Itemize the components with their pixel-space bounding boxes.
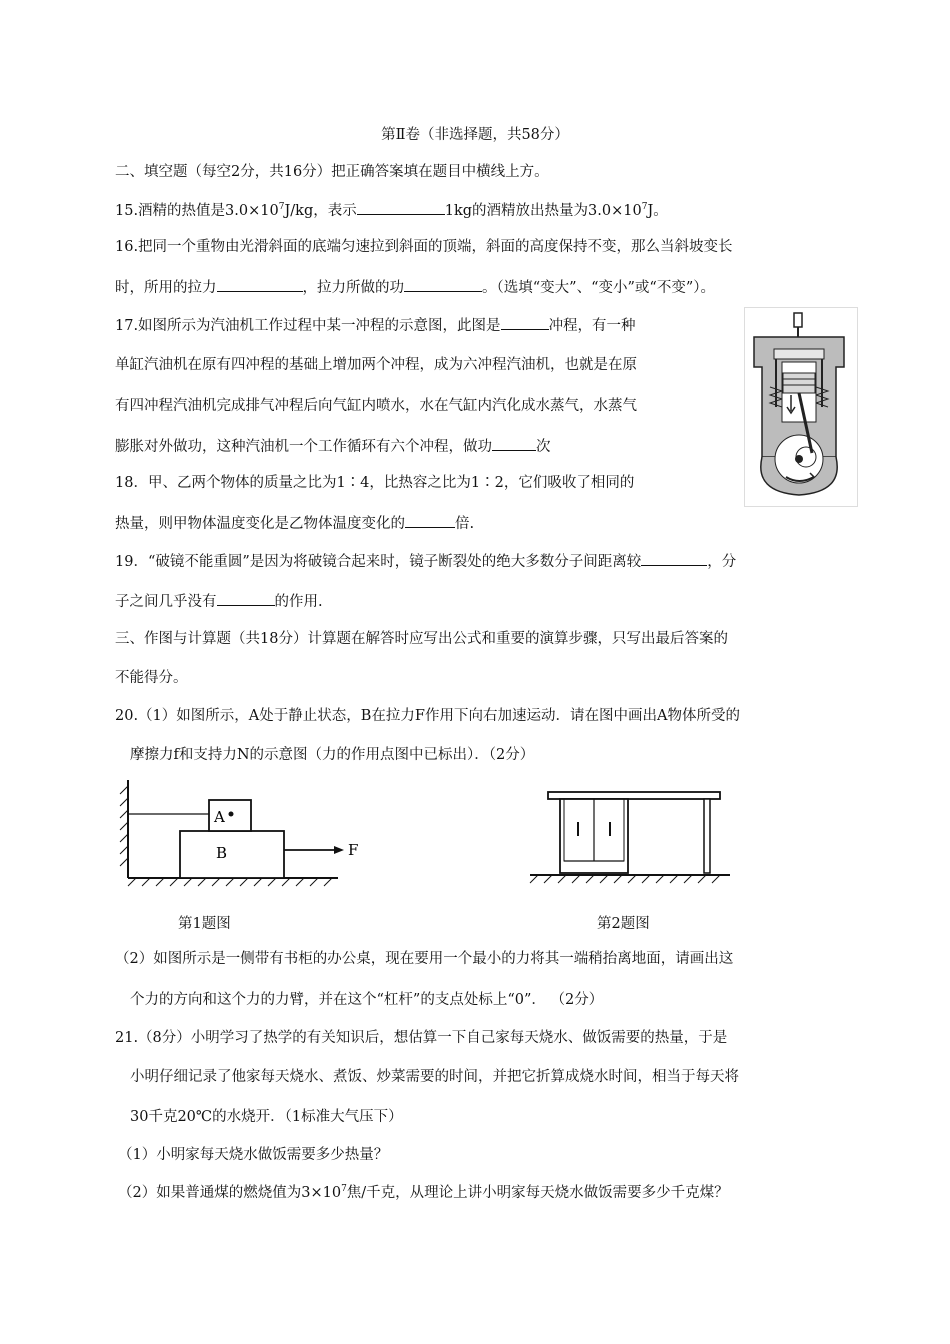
question-17-line4: 膨胀对外做功，这种汽油机一个工作循环有六个冲程，做功 次: [115, 436, 551, 457]
question-19-line1: 19．“破镜不能重圆”是因为将破镜合起来时，镜子断裂处的绝大多数分子间距离较 ，分: [115, 551, 736, 572]
question-20-part2-line2: 个力的方向和这个力的力臂，并在这个“杠杆”的支点处标上“0”． （2分）: [130, 992, 604, 1008]
answer-blank[interactable]: [405, 513, 455, 528]
question-21-sub1: （1）小明家每天烧水做饭需要多少热量？: [118, 1147, 389, 1163]
answer-blank[interactable]: [641, 551, 707, 566]
question-16-line1: 16.把同一个重物由光滑斜面的底端匀速拉到斜面的顶端，斜面的高度保持不变，那么当斜坡变长: [115, 239, 733, 255]
question-20-line2: 摩擦力f和支持力N的示意图（力的作用点图中已标出）．（2分）: [130, 747, 535, 763]
question-20-part2-line1: （2）如图所示是一侧带有书柜的办公桌，现在要用一个最小的力将其一端稍抬离地面，请画出这: [115, 951, 734, 967]
question-15: 15.酒精的热值是$3.0\times 10^7J/kg$，表示 1kg的酒精放出热量为$3.0\times 10^7J$。: [115, 200, 668, 221]
label-f: F: [348, 841, 359, 859]
answer-blank[interactable]: [217, 277, 303, 292]
question-16-line2: 时，所用的拉力 ，拉力所做的功 。（选填“变大”、“变小”或“不变”）。: [115, 277, 715, 298]
question-17-line2: 单缸汽油机在原有四冲程的基础上增加两个冲程，成为六冲程汽油机，也就是在原: [115, 357, 637, 373]
question-21-line2: 小明仔细记录了他家每天烧水、煮饭、炒菜需要的时间，并把它折算成烧水时间，相当于每天将: [130, 1069, 739, 1085]
answer-blank[interactable]: [357, 200, 445, 215]
answer-blank[interactable]: [501, 315, 549, 330]
label-a: A: [214, 808, 225, 826]
engine-stroke-diagram: [744, 307, 858, 507]
figure-1-blocks: [108, 776, 368, 888]
question-17-line3: 有四冲程汽油机完成排气冲程后向气缸内喷水，水在气缸内汽化成水蒸气，水蒸气: [115, 398, 637, 414]
section2-heading: 二、填空题（每空2分，共16分）把正确答案填在题目中横线上方。: [115, 164, 549, 180]
section-title: 第Ⅱ卷（非选择题，共58分）: [381, 127, 569, 143]
question-20-line1: 20.（1）如图所示，A处于静止状态，B在拉力F作用下向右加速运动．请在图中画出A物体所受的: [115, 708, 740, 724]
answer-blank[interactable]: [404, 277, 482, 292]
question-21-sub2: （2）如果普通煤的燃烧值为$3\times 10^7$焦/千克，从理论上讲小明家每天烧水做饭需要多少千克煤？: [118, 1184, 729, 1201]
question-21-line3: 30千克20℃的水烧开．（1标准大气压下）: [130, 1109, 403, 1125]
section3-heading: 三、作图与计算题（共18分）计算题在解答时应写出公式和重要的演算步骤，只写出最后答案的: [115, 631, 728, 647]
question-18-line1: 18．甲、乙两个物体的质量之比为1∶4，比热容之比为1∶2，它们吸收了相同的: [115, 475, 635, 491]
question-19-line2: 子之间几乎没有 的作用.: [115, 591, 323, 612]
label-b: B: [216, 844, 228, 862]
answer-blank[interactable]: [217, 591, 275, 606]
section3-heading-cont: 不能得分。: [115, 670, 188, 686]
figure-2-caption: 第2题图: [597, 916, 650, 932]
answer-blank[interactable]: [492, 436, 536, 451]
question-17-line1: 17.如图所示为汽油机工作过程中某一冲程的示意图，此图是 冲程，有一种: [115, 315, 636, 336]
figure-1-caption: 第1题图: [178, 916, 231, 932]
question-21-line1: 21.（8分）小明学习了热学的有关知识后，想估算一下自己家每天烧水、做饭需要的热量，于是: [115, 1030, 728, 1046]
figure-2-desk: [526, 786, 732, 888]
question-18-line2: 热量，则甲物体温度变化是乙物体温度变化的 倍.: [115, 513, 474, 534]
